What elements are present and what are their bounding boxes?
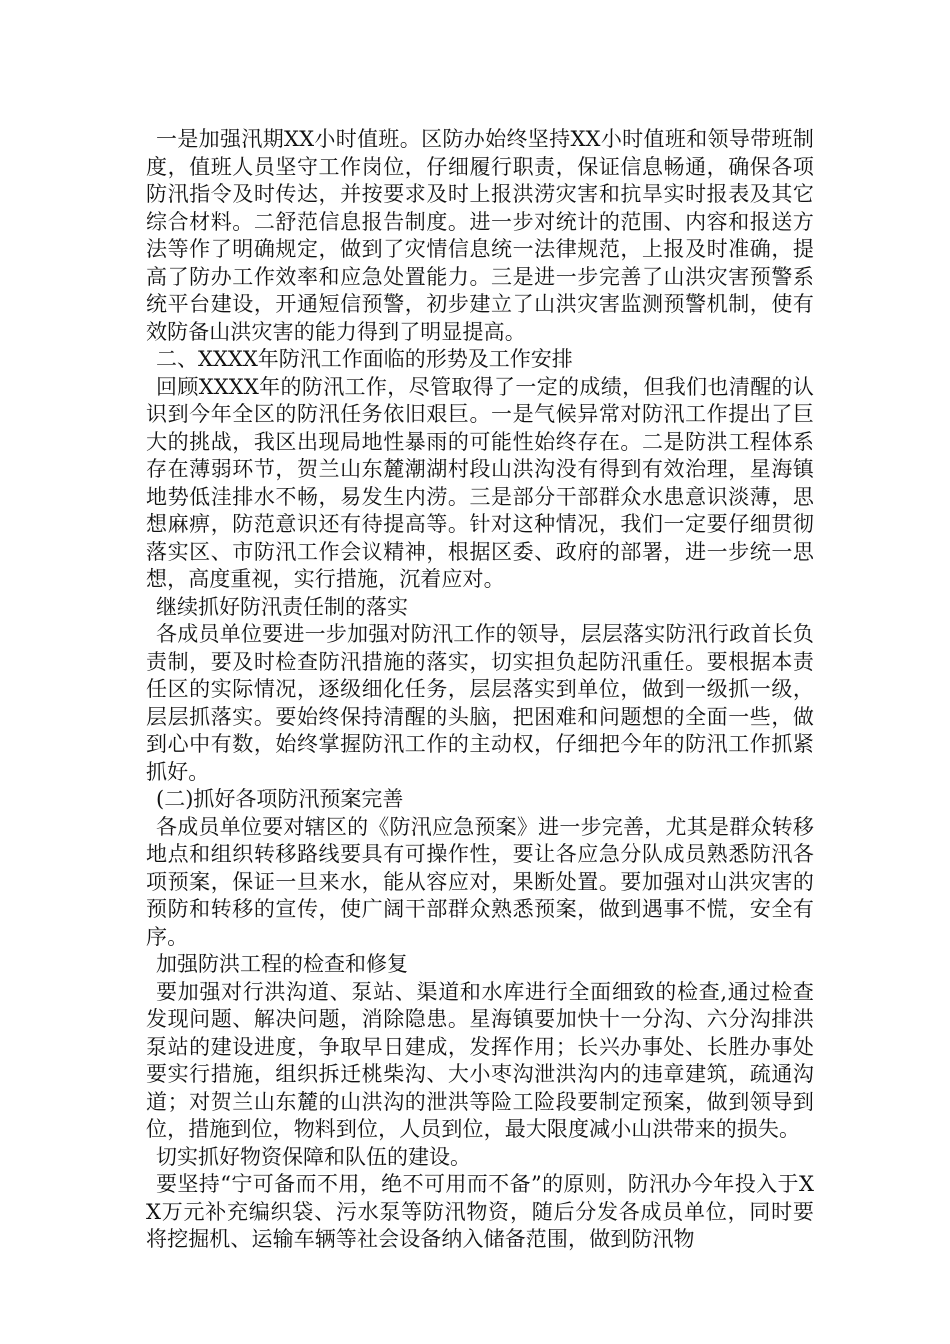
paragraph-duty-measures: 一是加强汛期XX小时值班。区防办始终坚持XX小时值班和领导带班制度，值班人员坚守工作岗位，仔细履行职责，保证信息畅通，确保各项防汛指令及时传达，并按要求及时上报洪涝灾害和抗旱实时报表及其它综合材料。二舒范信息报告制度。进一步对统计的范围、内容和报送方法等作了明确规定，做到了灾情信息统一法律规范，上报及时准确，提高了防办工作效率和应急处置能力。三是进一步完善了山洪灾害预警系统平台建设，开通短信预警，初步建立了山洪灾害监测预警机制，使有效防备山洪灾害的能力得到了明显提高。 — [146, 127, 814, 344]
subheading-supplies: 切实抓好物资保障和队伍的建设。 — [156, 1144, 471, 1169]
paragraph-inspection: 要加强对行洪沟道、泵站、渠道和水库进行全面细致的检查,通过检查发现问题、解决问题，消除隐患。星海镇要加快十一分沟、六分沟排洪泵站的建设进度，争取早日建成，发挥作用；长兴办事处、长胜办事处要实行措施，组织拆迁桃柴沟、大小枣沟泄洪沟内的违章建筑，疏通沟道；对贺兰山东麓的山洪沟的泄洪等险工险段要制定预案，做到领导到位，措施到位，物料到位，人员到位，最大限度减小山洪带来的损失。 — [146, 979, 814, 1141]
section-heading-situation: 二、XXXX年防汛工作面临的形势及工作安排 — [156, 347, 573, 371]
paragraph-supplies: 要坚持“宁可备而不用，绝不可用而不备”的原则，防汛办今年投入于XX万元补充编织袋、污水泵等防汛物资，随后分发各成员单位，同时要将挖掘机、运输车辆等社会设备纳入储备范围，做到防汛物 — [146, 1172, 814, 1251]
paragraph-review: 回顾XXXX年的防汛工作，尽管取得了一定的成绩，但我们也清醒的认识到今年全区的防汛任务依旧艰巨。一是气候异常对防汛工作提出了巨大的挑战，我区出现局地性暴雨的可能性始终存在。二是防洪工程体系存在薄弱环节，贺兰山东麓潮湖村段山洪沟没有得到有效治理，星海镇地势低洼排水不畅，易发生内涝。三是部分干部群众水患意识淡薄，思想麻痹，防范意识还有待提高等。针对这种情况，我们一定要仔细贯彻落实区、市防汛工作会议精神，根据区委、政府的部署，进一步统一思想，高度重视，实行措施，沉着应对。 — [146, 374, 814, 591]
subheading-plans: (二)抓好各项防汛预案完善 — [156, 787, 404, 811]
paragraph-responsibility: 各成员单位要进一步加强对防汛工作的领导，层层落实防汛行政首长负责制，要及时检查防汛措施的落实，切实担负起防汛重任。要根据本责任区的实际情况，逐级细化任务，层层落实到单位，做到一级抓一级，层层抓落实。要始终保持清醒的头脑，把困难和问题想的全面一些，做到心中有数，始终掌握防汛工作的主动权，仔细把今年的防汛工作抓紧抓好。 — [146, 622, 814, 784]
paragraph-plans: 各成员单位要对辖区的《防汛应急预案》进一步完善，尤其是群众转移地点和组织转移路线要具有可操作性，要让各应急分队成员熟悉防汛各项预案，保证一旦来水，能从容应对，果断处置。要加强对山洪灾害的预防和转移的宣传，使广阔干部群众熟悉预案，做到遇事不慌，安全有序。 — [146, 814, 814, 949]
subheading-responsibility: 继续抓好防汛责任制的落实 — [156, 594, 408, 619]
document-body — [146, 126, 814, 1254]
subheading-inspection: 加强防洪工程的检查和修复 — [156, 952, 408, 976]
